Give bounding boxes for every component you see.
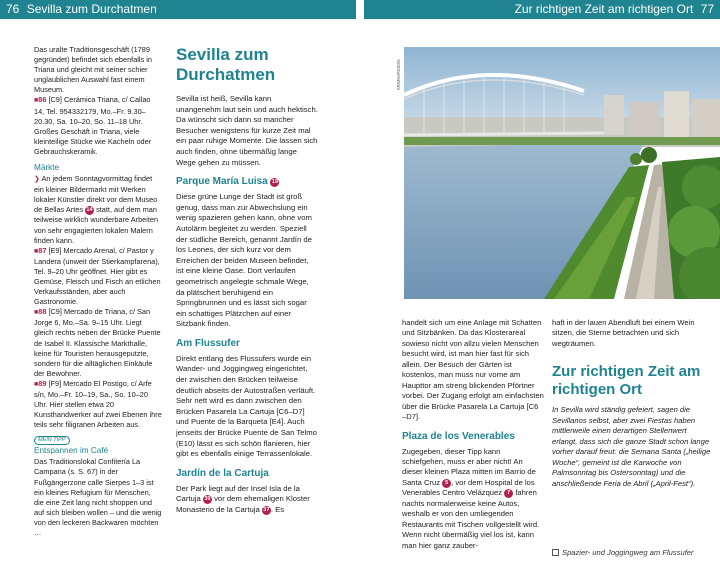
shop-entry-text: [C9] Cerámica Triana, c/ Callao 14, Tel. 954332179, Mo.–Fr. 9.30–20.30, Sa. 10–20, So. 11–18 Uhr. Großes Geschäft in Triana, viele kleinteilige Stücke wie Kacheln oder Gebrauchskeramik. [34,95,152,156]
arrow-icon: ❯ [34,176,40,184]
running-title: Zur richtigen Zeit am richtigen Ort [514,2,694,16]
market-entry [34,174,162,246]
running-title: Sevilla zum Durchatmen [26,2,157,16]
venerables-text [402,447,544,552]
caption-text: Spazier- und Joggingweg am Flussufer [562,548,694,557]
intro-text: Sevilla ist heiß, Sevilla kann unangenehm laut sein und auch hektisch. Da wünscht sich dann so mancher Besucher wenigstens für kurze Zeit mal ein paar ruhige Momente. Die lassen sich auch finden, ohne übermäßig lange Wege gehen zu müssen. [176,94,318,167]
poi-marker: 37 [263,507,270,513]
venerables-heading: Plaza de los Venerables [402,430,515,442]
heading-text: Parque María Luisa [176,176,268,188]
text: fahren nachts normalerweise keine Autos, weshalb er von den umliegenden Restaurants mit Tischen vollgestellt wird. Wenn nicht übermäßig viel los ist, kann man hier ganz zauber- [402,488,540,550]
shop-entry [34,95,162,157]
camera-icon [552,549,559,556]
page-header-left [0,0,356,19]
market-icon: ■ [34,309,39,317]
market-text: [C9] Mercado de Triana, c/ San Jorge 6, Mo.–Sa. 9–15 Uhr. Liegt gleich rechts neben der Brücke Puente de Isabel II. Klassische Markthalle, keine für Touristen herausgeputzte, sondern für die alltäglichen Einkäufe der Bewohner. [34,307,161,378]
column-four [552,318,712,568]
shop-intro: Das uralte Traditionsgeschäft (1789 gegründet) befindet sich ebenfalls in Triana und gleicht mit seiner schier unglaublichen Auswahl fast einem Museum. [34,45,152,95]
text: vor dem ehemaligen Kloster Monasterio de la Cartuja [176,494,310,514]
cafe-heading: Entspannen im Café [34,446,109,456]
tip-badge: MEIN TIPP [34,436,70,445]
ref-number: 87 [38,245,47,255]
market-text: [E9] Mercado Arenal, c/ Pastor y Landera (unweit der Stierkampfarena), Tel. 9–20 Uhr geöffnet. Hier gibt es Gemüse, Fleisch und Fisch an etlichen Verkaufsständen, aber auch Gastronomie. [34,245,161,307]
park-heading [176,175,318,188]
river-text: Direkt entlang des Flussufers wurde ein Wander- und Joggingweg eingerichtet, der zwischen den Brücken teilweise deutlich abseits der Autostraßen verläuft. Sehr nett wird es dann zwischen den Brücken Pasarela La Cartuja [C6–D7] und Puente de la Barqueta [E4]. Auch jenseits der Brücke Puente de San Telmo (E10) lässt es sich schön flanieren, hier gibt es ebenfalls einige Terrassenlokale. [176,353,317,459]
ref-number: 89 [38,378,47,388]
box-intro: In Sevilla wird ständig gefeiert, sagen die Sevillanos selbst, aber zwei Fiestas haben mittlerweile einen derartigen Stellenwert erlangt, dass sich die ganze Stadt schon lange vorher darauf freut: die Semana Santa („heilige Woche“, gemeint ist die Karwoche von Palmsonntag bis Ostersonntag) und die anschließende Feria de Abril („April-Fest“). [552,405,711,488]
market-entry [34,379,162,430]
market-text: statt, auf dem man teilweise wirklich wunderbare Arbeiten von sehr engagierten lokalen Malern finden kann. [34,205,159,245]
main-column [176,45,318,567]
box-heading: Zur richtigen Zeit am richtigen Ort [552,363,701,399]
poi-marker: 5 [442,479,451,488]
cartuja-continued: handelt sich um eine Anlage mit Schatten und Sitzbänken. Da das Klosterareal sowieso nicht von allzu vielen Menschen besucht wird, ist man hier fast für sich allein. Der Besuch der Gärten ist kostenlos, man muss nur vorne am Haupttor am streng blickenden Pförtner vorbei. Der Zugang erfolgt am einfachsten über die Brücke Pasarela La Cartuja [C6 –D7]. [402,318,544,422]
cartuja-text [176,484,318,516]
river-photo-illustration [404,47,720,299]
text: . Es [270,505,285,514]
poi-marker: 14 [86,207,93,214]
market-icon: ■ [34,380,39,388]
poi-marker: 39 [204,496,211,503]
cartuja-heading: Jardín de la Cartuja [176,467,269,479]
river-photo [404,47,720,299]
park-text: Diese grüne Lunge der Stadt ist groß genug, dass man zur Abwechslung ein wenig spazieren gehen kann, ohne vom Autolärm begleitet zu werden. Speziell der südliche Bereich, genannt Jardín de los Leones, der sich kurz vor dem Erreichen der beiden Museen befindet, ist eine kleine Oase. Dort verlaufen geometrisch angelegte schmale Wege, da plätschert beruhigend ein Springbrunnen und es lässt sich sogar ein schattiges Plätzchen auf einer Sitzbank finden. [176,192,312,329]
market-icon: ■ [34,247,39,255]
page-number: 77 [700,2,714,16]
shop-bag-icon: ■ [34,97,39,105]
poi-marker: 19 [271,179,279,186]
page-header-right [364,0,720,19]
ref-number: 88 [38,307,47,317]
section-title: Sevilla zum Durchatmen [176,45,276,84]
text: Der Park liegt auf der Insel Isla de la Cartuja [176,483,300,504]
market-entry [34,246,162,308]
page-number: 76 [6,2,20,16]
market-entry [34,307,162,379]
venerables-continued: haft in der lauen Abendluft bei einem Wein sitzen, die Sterne betrachten und sich wegträumen. [552,318,695,348]
ref-number: 86 [38,95,47,105]
text: , vor dem Hospital de los Venerables Centro Velázquez [402,477,535,498]
market-text: An jedem Sonntagvormittag findet ein kleiner Bildermarkt mit Werken lokaler Künstler direkt vor dem Museo de Bellas Artes [34,174,158,215]
column-three [402,318,544,568]
photo-credit: KRIMHI/RIOE05 [396,59,401,90]
market-text: [F9] Mercado El Postigo, c/ Arfe s/n, Mo.–Fr. 10–19, Sa., So. 10–20 Uhr. Hier stellen etwa 20 Kunsthandwerker auf zwei Ebenen ihre teils sehr filigranen Arbeiten aus. [34,378,162,430]
poi-marker: 7 [504,489,513,498]
left-column [34,45,162,567]
cafe-text: Das Traditionslokal Confitería La Campana (s. S. 67) in der Fußgängerzone calle Sierpes 1–3 ist ein kleines Refugium für Menschen, die eine Zeit lang nicht shoppen und auf sich bleiben wollen – und die wenig von den leckeren Backwaren möchten … [34,457,162,538]
markets-heading: Märkte [34,163,60,173]
river-heading: Am Flussufer [176,337,240,349]
photo-caption [552,548,712,558]
text: Zugegeben, dieser Tipp kann schiefgehen, muss er aber nicht! An dieser kleinen Plaza mitten im Barrio de Santa Cruz [402,446,536,487]
